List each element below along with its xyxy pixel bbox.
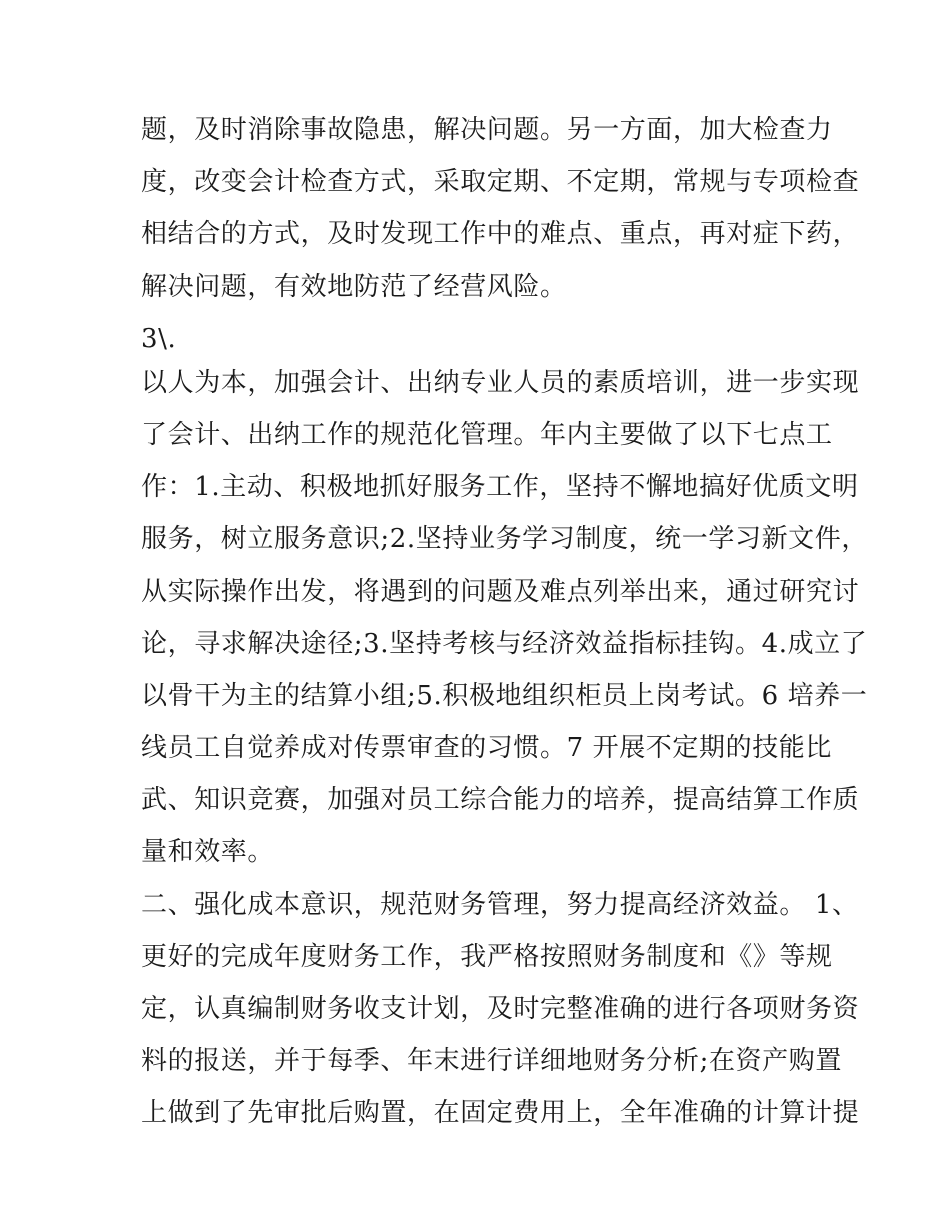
text-line: 题，及时消除事故隐患，解决问题。另一方面，加大检查力 [141,115,833,145]
text-line: 以人为本，加强会计、出纳专业人员的素质培训，进一步实现 [141,367,860,398]
text-line: 料的报送，并于每季、年末进行详细地财务分析;在资产购置 [141,1046,842,1077]
text-line: 相结合的方式，及时发现工作中的难点、重点，再对症下药， [141,219,860,250]
text-line: 上做到了先审批后购置，在固定费用上，全年准确的计算计提 [141,1098,860,1129]
section-number: 3\. [141,323,177,354]
text-line: 更好的完成年度财务工作，我严格按照财务制度和《》等规 [141,941,833,972]
text-line: 解决问题，有效地防范了经营风险。 [141,271,567,302]
text-line: 作：1.主动、积极地抓好服务工作，坚持不懈地搞好优质文明 [141,472,859,503]
text-line: 定，认真编制财务收支计划，及时完整准确的进行各项财务资 [141,994,860,1024]
text-line: 线员工自觉养成对传票审查的习惯。7 开展不定期的技能比 [141,733,833,764]
text-line: 度，改变会计检查方式，采取定期、不定期，常规与专项检查 [141,167,860,198]
text-line: 了会计、出纳工作的规范化管理。年内主要做了以下七点工 [141,419,833,450]
document-body [141,104,868,1140]
text-line: 量和效率。 [141,837,275,868]
text-line: 服务，树立服务意识;2.坚持业务学习制度，统一学习新文件， [141,524,868,555]
section-heading-line: 二、强化成本意识，规范财务管理，努力提高经济效益。 1、 [141,889,859,920]
text-line: 论，寻求解决途径;3.坚持考核与经济效益指标挂钩。4.成立了 [141,628,868,659]
text-line: 以骨干为主的结算小组;5.积极地组织柜员上岗考试。6 培养一 [141,680,868,711]
text-line: 武、知识竞赛，加强对员工综合能力的培养，提高结算工作质 [141,785,860,816]
text-line: 从实际操作出发，将遇到的问题及难点列举出来，通过研究讨 [141,576,860,607]
